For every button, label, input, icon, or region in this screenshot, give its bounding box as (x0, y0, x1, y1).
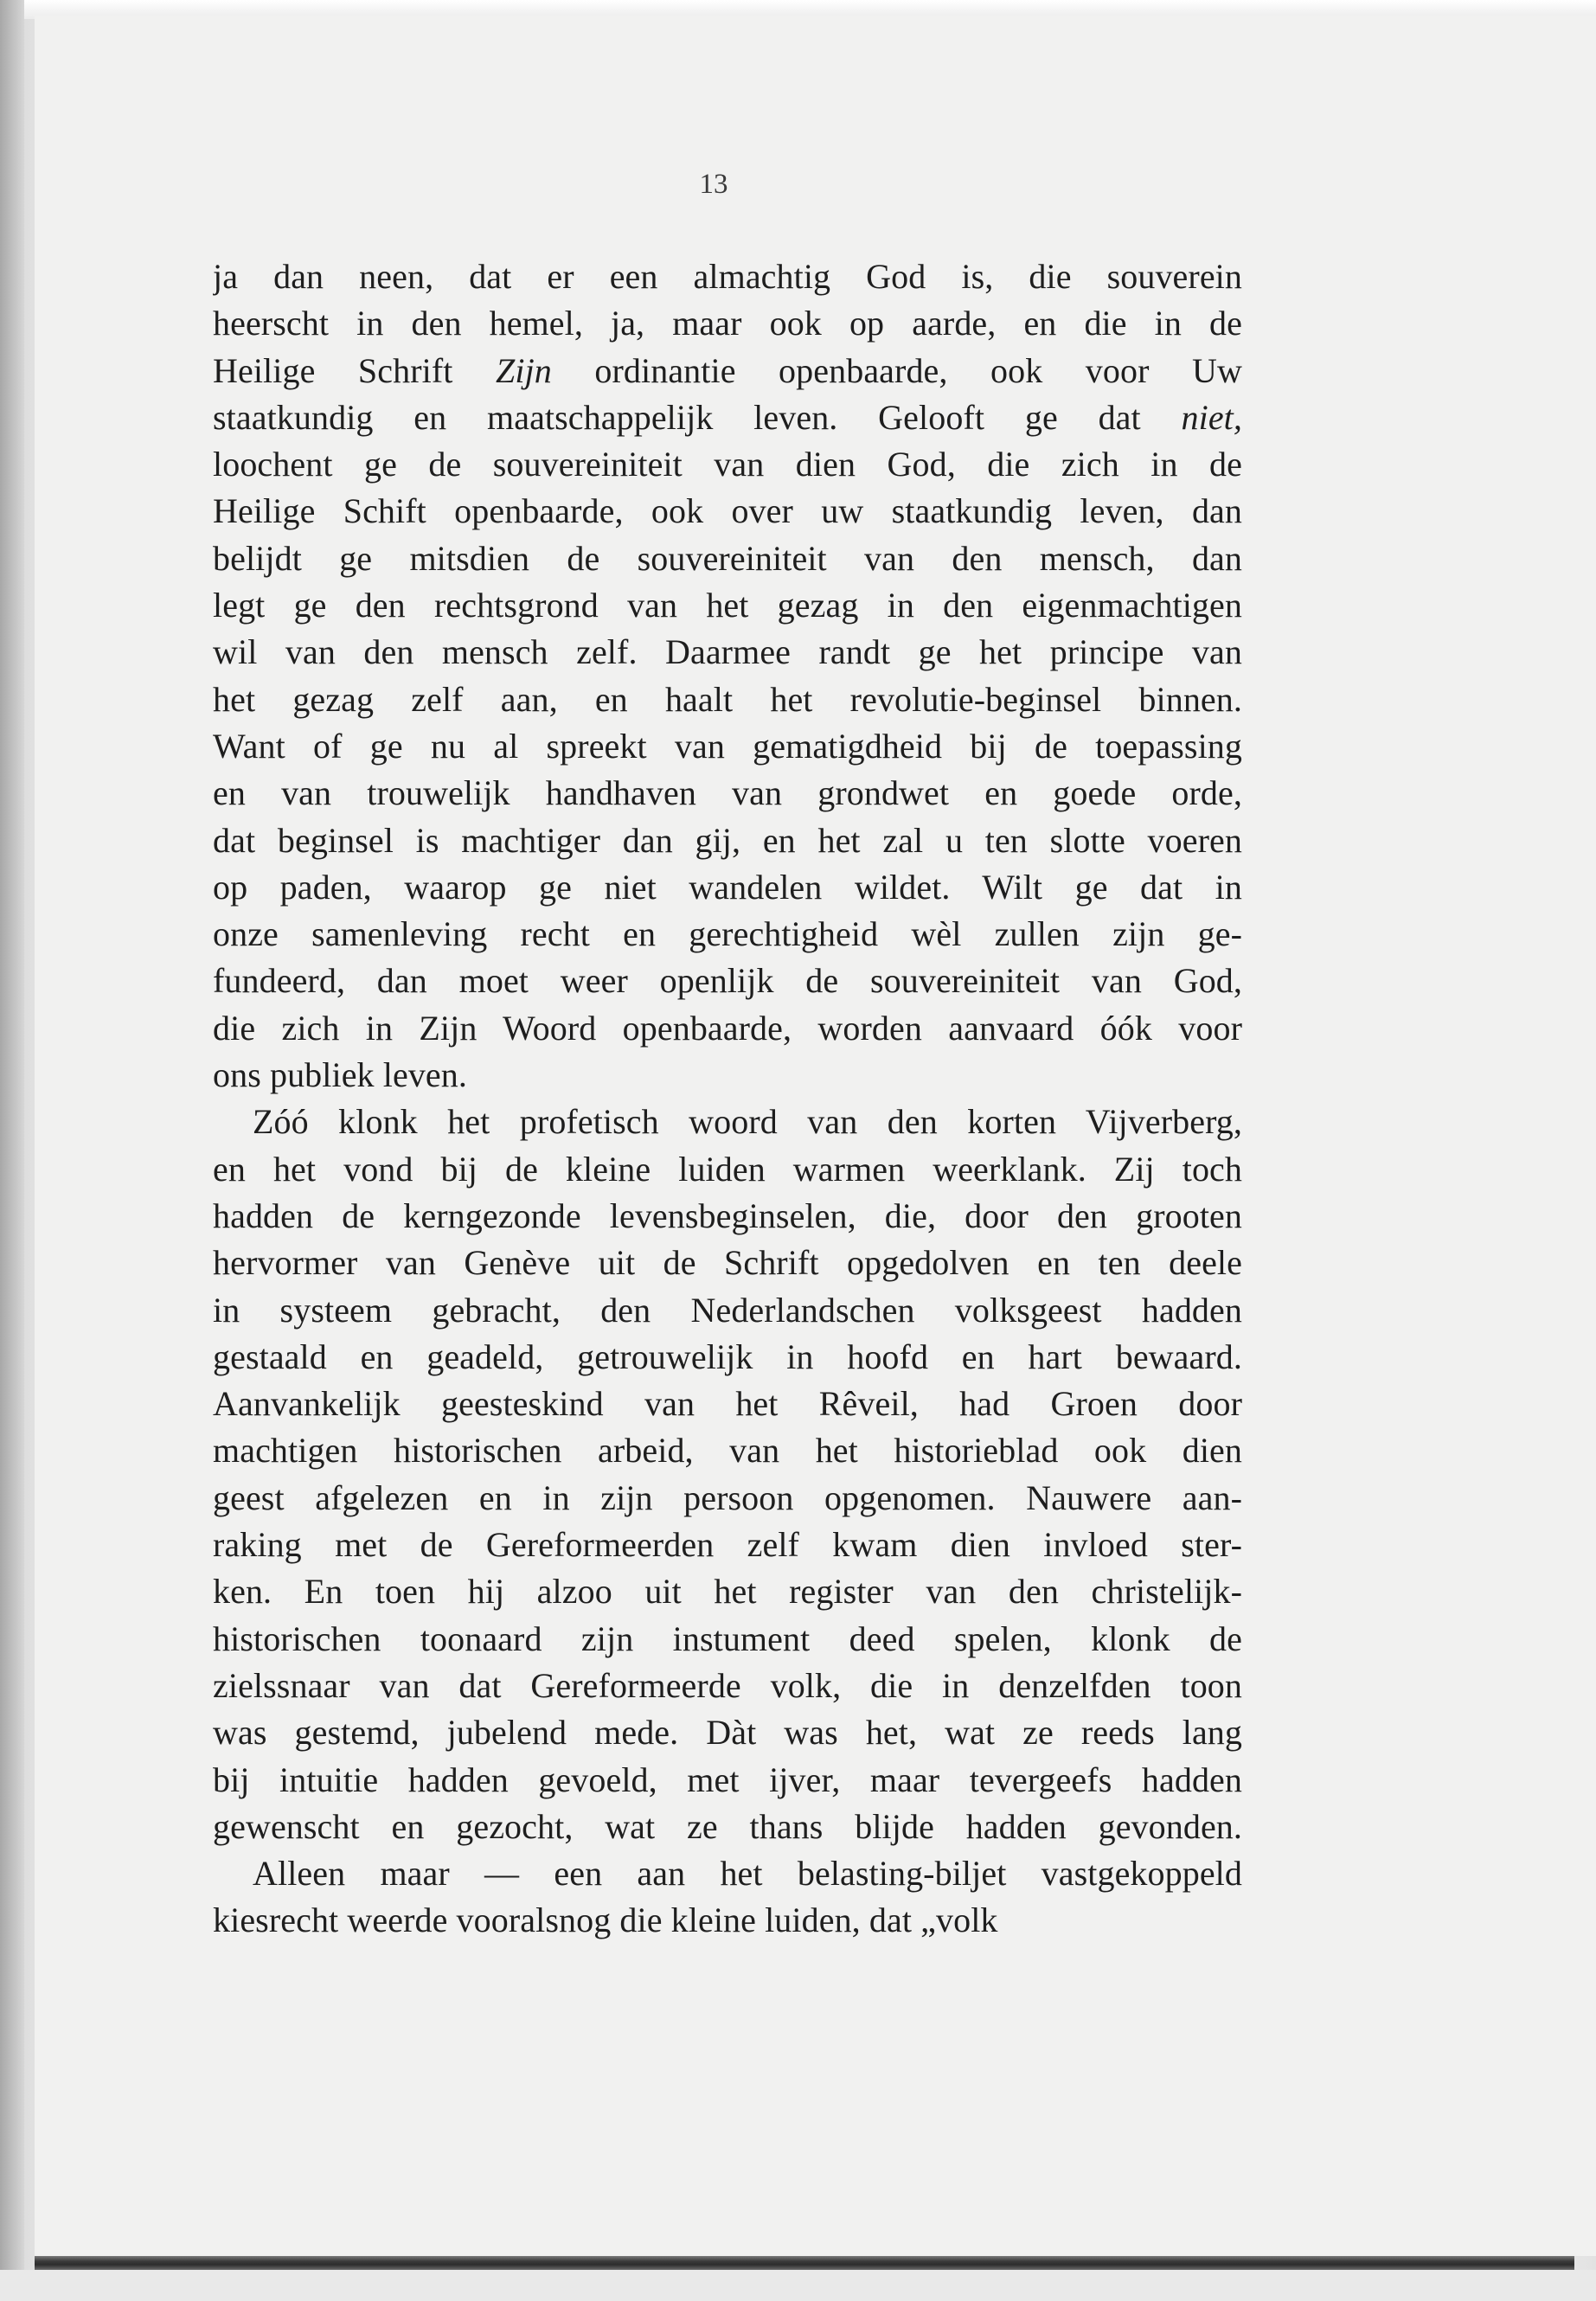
text-line (213, 1146, 1242, 1193)
text-segment: was gestemd, jubelend mede. Dàt was het, wat ze reeds lang (213, 1713, 1242, 1753)
text-segment: in systeem gebracht, den Nederlandschen volksgeest hadden (213, 1290, 1242, 1330)
text-line (213, 394, 1242, 441)
text-line (213, 911, 1242, 958)
text-line (213, 1381, 1242, 1427)
text-line (213, 676, 1242, 723)
text-line (213, 723, 1242, 770)
text-line (213, 1240, 1242, 1286)
text-segment: geest afgelezen en in zijn persoon opgenomen. Nauwere aan- (213, 1477, 1242, 1517)
text-line (213, 1475, 1242, 1522)
body-text (213, 253, 1242, 1945)
text-segment: heerscht in den hemel, ja, maar ook op aarde, en die in de (213, 304, 1242, 343)
text-segment: ordinantie openbaarde, ook voor Uw (551, 350, 1242, 390)
text-segment: dat beginsel is machtiger dan gij, en het zal u ten slotte voeren (213, 820, 1242, 860)
binding-shadow (0, 0, 24, 2301)
text-line (213, 629, 1242, 676)
text-segment: Aanvankelijk geesteskind van het Rêveil, had Groen door (213, 1384, 1242, 1424)
text-line (213, 864, 1242, 911)
text-segment: ken. En toen hij alzoo uit het register van den christelijk- (213, 1572, 1242, 1612)
text-line (213, 348, 1242, 394)
text-line (213, 1568, 1242, 1615)
text-segment: het gezag zelf aan, en haalt het revolutie-beginsel binnen. (213, 679, 1242, 719)
text-segment: Zóó klonk het profetisch woord van den korten Vijverberg, (253, 1102, 1242, 1142)
text-segment: historischen toonaard zijn instument deed spelen, klonk de (213, 1618, 1242, 1658)
text-line (213, 1287, 1242, 1334)
text-segment: wil van den mensch zelf. Daarmee randt ge het principe van (213, 632, 1242, 672)
text-line (213, 1005, 1242, 1052)
bottom-edge-rule (35, 2256, 1574, 2270)
text-line (213, 1427, 1242, 1474)
text-segment: fundeerd, dan moet weer openlijk de souvereiniteit van God, (213, 961, 1242, 1001)
text-line (213, 1052, 1242, 1099)
text-line (213, 1709, 1242, 1756)
italic-text: niet, (1181, 397, 1242, 437)
text-line (213, 1193, 1242, 1240)
text-segment: belijdt ge mitsdien de souvereiniteit van den mensch, dan (213, 538, 1242, 578)
text-line (213, 253, 1242, 300)
text-line (213, 958, 1242, 1004)
text-line (213, 1663, 1242, 1709)
text-segment: ons publiek leven. (213, 1055, 467, 1095)
text-line (213, 300, 1242, 347)
text-segment: kiesrecht weerde vooralsnog die kleine luiden, dat „volk (213, 1900, 998, 1940)
text-segment: loochent ge de souvereiniteit van dien God, die zich in de (213, 445, 1242, 484)
text-line (213, 1522, 1242, 1568)
text-segment: Want of ge nu al spreekt van gematigdheid bij de toepassing (213, 726, 1242, 766)
text-segment: gewenscht en gezocht, wat ze thans blijde hadden gevonden. (213, 1806, 1242, 1846)
text-segment: staatkundig en maatschappelijk leven. Gelooft ge dat (213, 397, 1182, 437)
text-segment: raking met de Gereformeerden zelf kwam dien invloed ster- (213, 1525, 1242, 1565)
text-segment: gestaald en geadeld, getrouwelijk in hoofd en hart bewaard. (213, 1336, 1242, 1376)
text-segment: op paden, waarop ge niet wandelen wildet. Wilt ge dat in (213, 867, 1242, 907)
text-line (213, 1616, 1242, 1663)
text-segment: bij intuitie hadden gevoeld, met ijver, maar tevergeefs hadden (213, 1759, 1242, 1799)
text-line (213, 1334, 1242, 1381)
text-line (213, 488, 1242, 535)
text-segment: hervormer van Genève uit de Schrift opgedolven en ten deele (213, 1243, 1242, 1283)
italic-text: Zijn (496, 350, 552, 390)
text-segment: ja dan neen, dat er een almachtig God is, die souverein (213, 257, 1242, 296)
text-segment: hadden de kerngezonde levensbeginselen, die, door den grooten (213, 1195, 1242, 1235)
text-segment: onze samenleving recht en gerechtigheid wèl zullen zijn ge- (213, 914, 1242, 954)
text-segment: legt ge den rechtsgrond van het gezag in den eigenmachtigen (213, 586, 1242, 625)
text-segment: Alleen maar — een aan het belasting-biljet vastgekoppeld (253, 1854, 1242, 1894)
page-number: 13 (699, 169, 728, 200)
text-segment: en van trouwelijk handhaven van grondwet en goede orde, (213, 773, 1242, 813)
text-line (213, 582, 1242, 629)
text-line (213, 1897, 1242, 1944)
text-line (213, 1804, 1242, 1850)
text-line (213, 1099, 1242, 1145)
text-line (213, 770, 1242, 817)
text-segment: zielssnaar van dat Gereformeerde volk, die in denzelfden toon (213, 1665, 1242, 1705)
text-segment: en het vond bij de kleine luiden warmen weerklank. Zij toch (213, 1149, 1242, 1189)
text-line (213, 535, 1242, 582)
text-segment: Heilige Schift openbaarde, ook over uw staatkundig leven, dan (213, 491, 1242, 531)
text-line (213, 817, 1242, 864)
text-line (213, 1757, 1242, 1804)
text-segment: die zich in Zijn Woord openbaarde, worden aanvaard óók voor (213, 1008, 1242, 1048)
text-line (213, 1850, 1242, 1897)
text-line (213, 441, 1242, 488)
scan-bottom-margin (0, 2270, 1596, 2301)
text-segment: Heilige Schrift (213, 350, 497, 390)
text-segment: machtigen historischen arbeid, van het historieblad ook dien (213, 1431, 1242, 1471)
